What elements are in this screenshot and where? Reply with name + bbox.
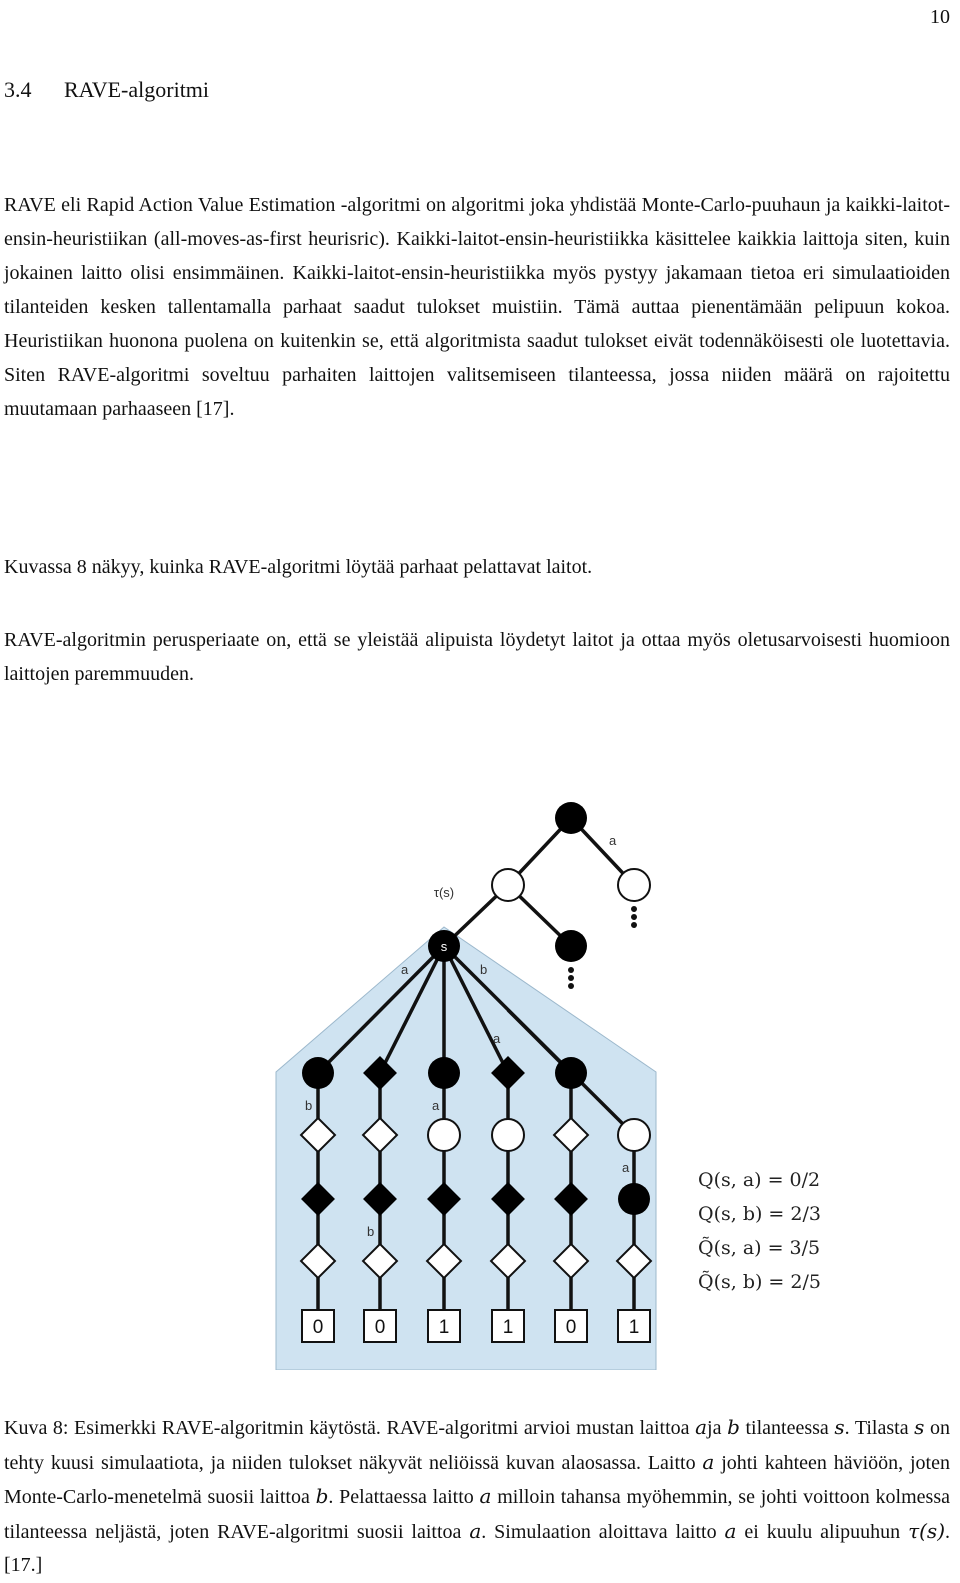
q-value: Q(s, b) = 2/3 [698,1203,821,1225]
caption-text: ja [707,1417,728,1439]
leaf-value: 1 [438,1317,450,1338]
caption-text: johti kahteen häviöön, joten Monte-Carlo-menetelmä suosii laittoa [4,1451,950,1508]
section-number: 3.4 [4,77,32,102]
move-label-b: b [305,1098,313,1113]
caption-text: milloin tahansa myöhemmin, se johti voittoon kolmessa tilanteessa neljästä, joten RAVE-algoritmi suosii laittoa [4,1486,950,1543]
q-value: Q̃(s, b) = 2/5 [698,1271,821,1293]
caption-text: on tehty kuusi simulaatiota, ja niiden tulokset näkyvät neliöissä kuvan alaosassa. Laitto [4,1417,951,1474]
move-label-a: a [401,962,409,977]
caption-math: a [702,1449,715,1474]
caption-math: b [727,1415,740,1439]
q-values [698,1169,821,1293]
move-label-b: b [367,1224,375,1239]
caption-math: a [724,1518,737,1543]
move-label-a: a [493,1031,501,1046]
caption-math: a [469,1518,482,1543]
caption-text: . Simulaation aloittava laitto [481,1520,725,1543]
caption-math: a [479,1484,492,1508]
q-value: Q̃(s, a) = 3/5 [698,1237,821,1259]
caption-math: s [914,1415,925,1439]
caption-math: a [695,1415,708,1439]
caption-text: Kuva 8: Esimerkki RAVE-algoritmin käytöstä. RAVE-algoritmi arvioi mustan laittoa [4,1417,696,1439]
leaf-value: 1 [502,1317,514,1338]
tree-node-black [555,802,587,834]
move-label-a: a [609,833,617,848]
caption-math: τ(s) [908,1518,945,1543]
caption-text: ei kuulu alipuuhun [736,1520,909,1543]
tree-node-black [555,1057,587,1089]
page-number: 10 [930,6,950,28]
tree-node-white [492,869,524,901]
root-label: s [440,939,448,954]
paragraph: Kuvassa 8 näkyy, kuinka RAVE-algoritmi löytää parhaat pelattavat laitot. [4,556,593,578]
tree-node-white [618,869,650,901]
paragraph: RAVE eli Rapid Action Value Estimation -algoritmi on algoritmi joka yhdistää Monte-Carlo-puuhaun ja kaikki-laitot-ensin-heuristiikan (all-moves-as-first heurisric). Kaikki-laitot-ensin-heuristiikka käsittelee kaikkia laittoja siten, kuin jokainen laitto olisi ensimmäinen. Kaikki-laitot-ensin-heuristiikka myös pystyy jakamaan tietoa eri simulaatioiden tilanteiden kesken tallentamalla parhaat saadut tulokset muistiin. Tämä auttaa pienentämään pelipuun kokoa. Heuristiikan huonona puolena on kuitenkin se, että algoritmista saadut tulokset eivät todennäköisesti ole luotettavia. Siten RAVE-algoritmi soveltuu parhaiten laittojen valitsemiseen tilanteessa, jossa niiden määrä on rajoitettu muutamaan parhaaseen [17]. [4,194,950,420]
tree-node-black [302,1057,334,1089]
caption-text: . Tilasta [844,1417,915,1439]
tree-node-black [555,930,587,962]
paragraph: RAVE-algoritmin perusperiaate on, että se yleistää alipuista löydetyt laitot ja ottaa myös oletusarvoisesti huomioon laittojen paremmuuden. [4,629,950,685]
tau-label: τ(s) [433,885,455,900]
tree-node-black [618,1183,650,1215]
leaf-value: 1 [628,1317,640,1338]
caption-text: . Pelattaessa laitto [328,1486,480,1508]
move-label-a: a [622,1160,630,1175]
rave-tree-figure [0,790,960,1370]
section-title: RAVE-algoritmi [64,77,210,102]
caption-math: s [834,1415,845,1439]
figure-caption [4,1411,950,1583]
move-label-a: a [432,1098,440,1113]
caption-text: tilanteessa [739,1417,835,1439]
caption-text: . [17.] [4,1520,950,1576]
leaf-value: 0 [565,1317,577,1338]
tree-node-black [428,1057,460,1089]
tree-node-white [428,1119,460,1151]
leaf-value: 0 [312,1317,324,1338]
move-label-b: b [480,962,488,977]
tree-node-white [618,1119,650,1151]
leaf-value: 0 [374,1317,386,1338]
q-value: Q(s, a) = 0/2 [698,1169,821,1191]
section-heading [4,77,209,103]
caption-math: b [315,1484,329,1508]
tree-node-white [492,1119,524,1151]
